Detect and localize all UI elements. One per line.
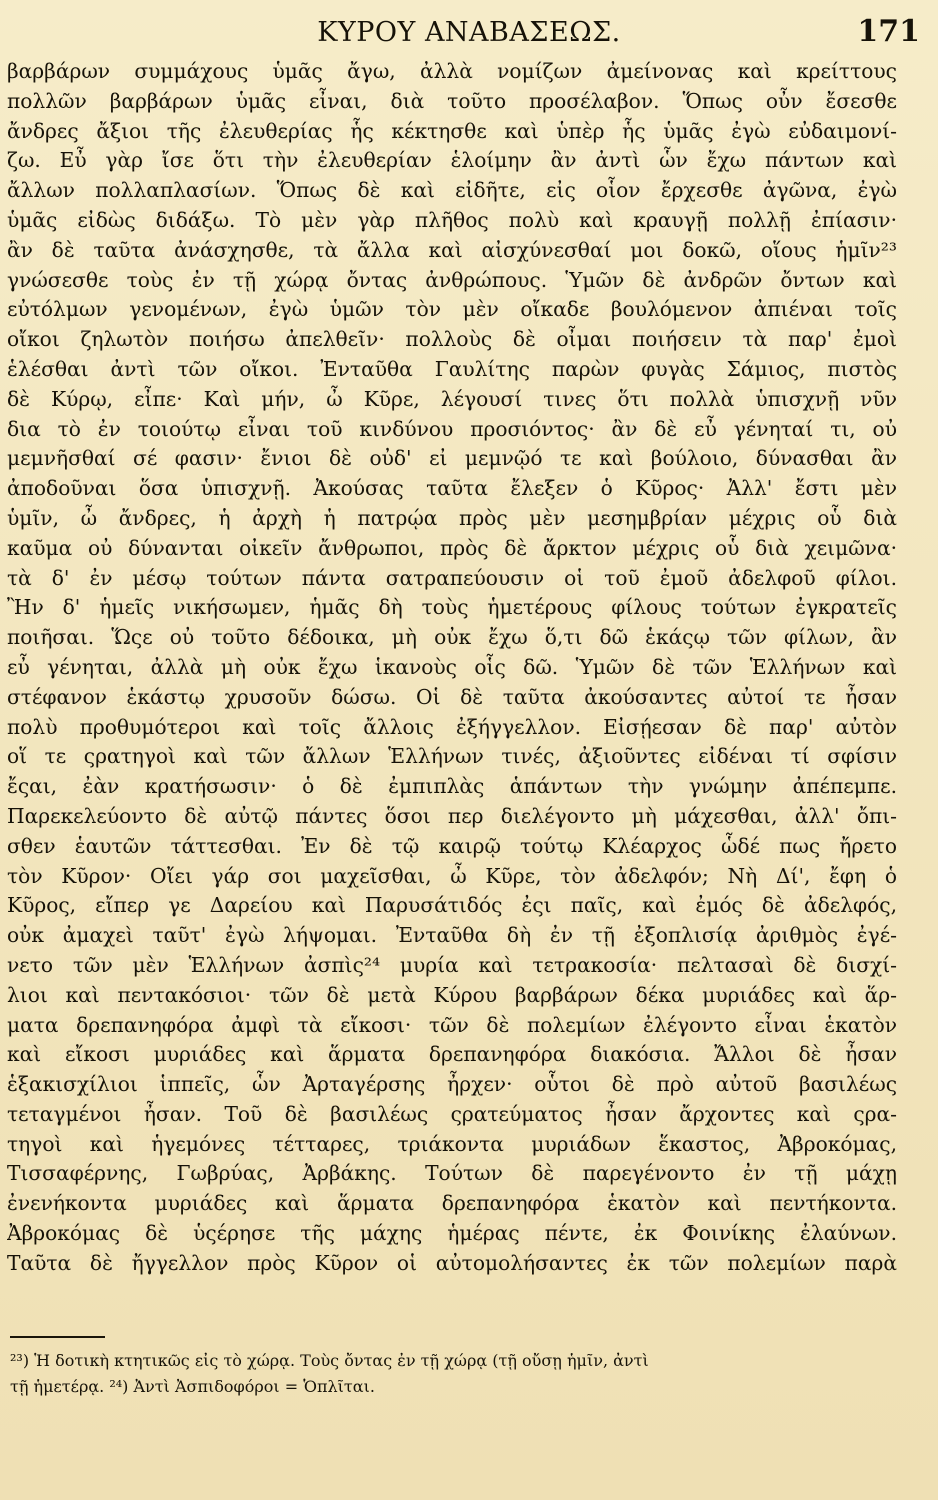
text-line: εὐτόλμων γενομένων, ἐγὼ ὑμῶν τὸν μὲν οἴκαδε βουλόμενον ἀπιέναι τοῖς <box>7 297 897 322</box>
text-line: σθεν ἑαυτῶν τάττεσθαι. Ἐν δὲ τῷ καιρῷ τούτῳ Κλέαρχος ὧδέ πως ἤρετο <box>7 833 897 858</box>
text-line: οἴκοι ζηλωτὸν ποιήσω ἀπελθεῖν· πολλοὺς δὲ οἶμαι ποιήσειν τὰ παρ' ἐμοὶ <box>7 327 897 352</box>
text-line: νετο τῶν μὲν Ἑλλήνων ἀσπὶς²⁴ μυρία καὶ τετρακοσία· πελτασαὶ δὲ δισχί- <box>7 952 897 977</box>
text-line: πολλῶν βαρβάρων ὑμᾶς εἶναι, διὰ τοῦτο προσέλαβον. Ὅπως οὖν ἔσεσθε <box>7 88 897 113</box>
text-line: γνώσεσθε τοὺς ἐν τῇ χώρᾳ ὄντας ἀνθρώπους. Ὑμῶν δὲ ἀνδρῶν ὄντων καὶ <box>7 267 897 292</box>
text-line: Ἀβροκόμας δὲ ὑςέρησε τῆς μάχης ἡμέρας πέντε, ἐκ Φοινίκης ἐλαύνων. <box>7 1221 897 1246</box>
text-line: καῦμα οὐ δύνανται οἰκεῖν ἄνθρωποι, πρὸς δὲ ἄρκτον μέχρις οὗ διὰ χειμῶνα· <box>7 535 897 560</box>
page-header <box>0 14 938 54</box>
text-line: δὲ Κύρῳ, εἶπε· Καὶ μήν, ὦ Κῦρε, λέγουσί τινες ὅτι πολλὰ ὑπισχνῇ νῦν <box>7 386 897 411</box>
text-line: ἀποδοῦναι ὅσα ὑπισχνῇ. Ἀκούσας ταῦτα ἔλεξεν ὁ Κῦρος· Ἀλλ' ἔστι μὲν <box>7 476 897 501</box>
text-line: ἄλλων πολλαπλασίων. Ὅπως δὲ καὶ εἰδῆτε, εἰς οἷον ἔρχεσθε ἀγῶνα, ἐγὼ <box>7 178 897 203</box>
text-line: ἑξακισχίλιοι ἱππεῖς, ὧν Ἀρταγέρσης ἦρχεν· οὗτοι δὲ πρὸ αὐτοῦ βασιλέως <box>7 1072 897 1097</box>
text-line: ἐνενήκοντα μυριάδες καὶ ἅρματα δρεπανηφόρα ἑκατὸν καὶ πεντήκοντα. <box>7 1191 897 1216</box>
text-line: λιοι καὶ πεντακόσιοι· τῶν δὲ μετὰ Κύρου βαρβάρων δέκα μυριάδες καὶ ἅρ- <box>7 982 897 1007</box>
text-line: τὰ δ' ἐν μέσῳ τούτων πάντα σατραπεύουσιν οἱ τοῦ ἐμοῦ ἀδελφοῦ φίλοι. <box>7 565 897 590</box>
footnote-line: ²³) Ἡ δοτικὴ κτητικῶς εἰς τὸ χώρᾳ. Τοὺς ὄντας ἐν τῇ χώρᾳ (τῇ οὔσῃ ἡμῖν, ἀντὶ <box>10 1351 649 1370</box>
text-line: ποιῆσαι. Ὥςε οὐ τοῦτο δέδοικα, μὴ οὐκ ἔχω ὅ,τι δῶ ἑκάςῳ τῶν φίλων, ἂν <box>7 625 897 650</box>
text-line: ἔςαι, ἐὰν κρατήσωσιν· ὁ δὲ ἐμπιπλὰς ἁπάντων τὴν γνώμην ἀπέπεμπε. <box>7 774 897 799</box>
text-line: οἵ τε ςρατηγοὶ καὶ τῶν ἄλλων Ἑλλήνων τινές, ἀξιοῦντες εἰδέναι τί σφίσιν <box>7 744 897 769</box>
text-line: οὐκ ἀμαχεὶ ταῦτ' ἐγὼ λήψομαι. Ἐνταῦθα δὴ ἐν τῇ ἐξοπλισίᾳ ἀριθμὸς ἐγέ- <box>7 923 897 948</box>
text-line: Παρεκελεύοντο δὲ αὐτῷ πάντες ὅσοι περ διελέγοντο μὴ μάχεσθαι, ἀλλ' ὄπι- <box>7 803 897 828</box>
text-line: ἑλέσθαι ἀντὶ τῶν οἴκοι. Ἐνταῦθα Γαυλίτης παρὼν φυγὰς Σάμιος, πιστὸς <box>7 356 897 381</box>
text-line: Κῦρος, εἴπερ γε Δαρείου καὶ Παρυσάτιδός ἐςι παῖς, καὶ ἐμός δὲ ἀδελφός, <box>7 893 897 918</box>
footnotes <box>10 1348 890 1400</box>
text-line: ὑμῖν, ὦ ἄνδρες, ἡ ἀρχὴ ἡ πατρῴα πρὸς μὲν μεσημβρίαν μέχρις οὗ διὰ <box>7 505 897 530</box>
text-line: Ταῦτα δὲ ἤγγελλον πρὸς Κῦρον οἱ αὐτομολήσαντες ἐκ τῶν πολεμίων παρὰ <box>7 1250 897 1275</box>
text-line: ματα δρεπανηφόρα ἀμφὶ τὰ εἴκοσι· τῶν δὲ πολεμίων ἐλέγοντο εἶναι ἑκατὸν <box>7 1012 897 1037</box>
text-line: ζω. Εὖ γὰρ ἴσε ὅτι τὴν ἐλευθερίαν ἑλοίμην ἂν ἀντὶ ὧν ἔχω πάντων καὶ <box>7 148 897 173</box>
footnote-rule <box>10 1336 105 1338</box>
text-line: μεμνῆσθαί σέ φασιν· ἔνιοι δὲ οὐδ' εἰ μεμνῷό τε καὶ βούλοιο, δύνασθαι ἂν <box>7 446 897 471</box>
page-number: 171 <box>857 14 920 49</box>
text-line: δια τὸ ἐν τοιούτῳ εἶναι τοῦ κινδύνου προσιόντος· ἂν δὲ εὖ γένηταί τι, οὐ <box>7 416 897 441</box>
text-line: εὖ γένηται, ἀλλὰ μὴ οὐκ ἔχω ἱκανοὺς οἷς δῶ. Ὑμῶν δὲ τῶν Ἑλλήνων καὶ <box>7 654 897 679</box>
text-line: τηγοὶ καὶ ἡγεμόνες τέτταρες, τριάκοντα μυριάδων ἕκαστος, Ἀβροκόμας, <box>7 1131 897 1156</box>
text-line: τὸν Κῦρον· Οἴει γάρ σοι μαχεῖσθαι, ὦ Κῦρε, τὸν ἀδελφόν; Νὴ Δί', ἔφη ὁ <box>7 863 897 888</box>
text-line: Ἢν δ' ἡμεῖς νικήσωμεν, ἡμᾶς δὴ τοὺς ἡμετέρους φίλους τούτων ἐγκρατεῖς <box>7 595 897 620</box>
text-line: καὶ εἴκοσι μυριάδες καὶ ἅρματα δρεπανηφόρα διακόσια. Ἄλλοι δὲ ἦσαν <box>7 1042 897 1067</box>
text-line: πολὺ προθυμότεροι καὶ τοῖς ἄλλοις ἐξήγγελλον. Εἰσῄεσαν δὲ παρ' αὐτὸν <box>7 714 897 739</box>
text-line: ἄνδρες ἄξιοι τῆς ἐλευθερίας ἧς κέκτησθε καὶ ὑπὲρ ἧς ὑμᾶς ἐγὼ εὐδαιμονί- <box>7 118 897 143</box>
text-line: ἂν δὲ ταῦτα ἀνάσχησθε, τὰ ἄλλα καὶ αἰσχύνεσθαί μοι δοκῶ, οἵους ἡμῖν²³ <box>7 237 897 262</box>
text-line: στέφανον ἑκάστῳ χρυσοῦν δώσω. Οἱ δὲ ταῦτα ἀκούσαντες αὐτοί τε ἦσαν <box>7 684 897 709</box>
main-text <box>7 57 897 1279</box>
text-line: βαρβάρων συμμάχους ὑμᾶς ἄγω, ἀλλὰ νομίζων ἀμείνονας καὶ κρείττους <box>7 59 897 83</box>
text-line: Τισσαφέρνης, Γωβρύας, Ἀρβάκης. Τούτων δὲ παρεγένοντο ἐν τῇ μάχῃ <box>7 1161 897 1186</box>
text-line: τεταγμένοι ἦσαν. Τοῦ δὲ βασιλέως ςρατεύματος ἦσαν ἄρχοντες καὶ ςρα- <box>7 1101 897 1126</box>
running-title: ΚΥΡΟΥ ΑΝΑΒΑΣΕΩΣ. <box>317 17 621 48</box>
footnote-line: τῇ ἡμετέρᾳ. ²⁴) Ἀντὶ Ἀσπιδοφόροι = Ὁπλῖται. <box>10 1377 375 1396</box>
text-line: ὑμᾶς εἰδὼς διδάξω. Τὸ μὲν γὰρ πλῆθος πολὺ καὶ κραυγῇ πολλῇ ἐπίασιν· <box>7 207 897 232</box>
